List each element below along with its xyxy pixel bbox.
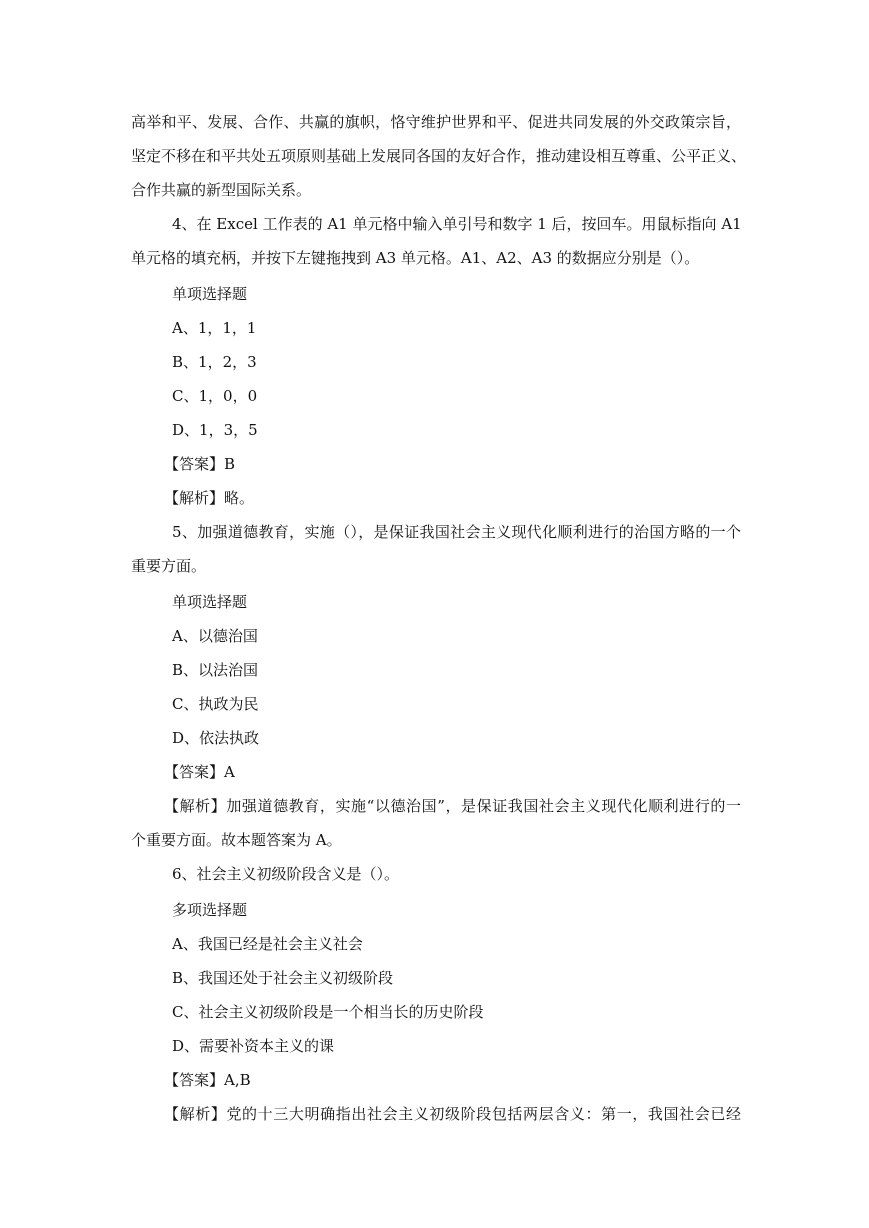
q5-stem-line-1: 5、加强道德教育，实施（），是保证我国社会主义现代化顺利进行的治国方略的一个 bbox=[172, 523, 741, 541]
q6-option-d: D、需要补资本主义的课 bbox=[172, 1037, 335, 1055]
q4-stem-line-1: 4、在 Excel 工作表的 A1 单元格中输入单引号和数字 1 后，按回车。用鼠标指向 A1 bbox=[172, 215, 742, 233]
q5-option-c: C、执政为民 bbox=[172, 695, 259, 713]
q5-option-d: D、依法执政 bbox=[172, 729, 260, 747]
q6-stem: 6、社会主义初级阶段含义是（）。 bbox=[172, 865, 400, 883]
q6-type: 多项选择题 bbox=[172, 901, 248, 919]
q4-stem-line-2: 单元格的填充柄，并按下左键拖拽到 A3 单元格。A1、A2、A3 的数据应分别是（）。 bbox=[131, 249, 700, 267]
q4-option-b: B、1，2，3 bbox=[172, 353, 257, 371]
q4-answer: 【答案】B bbox=[164, 455, 236, 473]
q6-answer: 【答案】A,B bbox=[164, 1071, 251, 1089]
q5-option-a: A、以德治国 bbox=[172, 627, 258, 645]
intro-line-1: 高举和平、发展、合作、共赢的旗帜，恪守维护世界和平、促进共同发展的外交政策宗旨， bbox=[131, 113, 741, 131]
q5-analysis-line-1: 【解析】加强道德教育，实施“以德治国”，是保证我国社会主义现代化顺利进行的一 bbox=[164, 797, 741, 815]
q5-answer: 【答案】A bbox=[164, 763, 235, 781]
q5-option-b: B、以法治国 bbox=[172, 661, 259, 679]
q4-option-c: C、1，0，0 bbox=[172, 387, 258, 405]
q4-type: 单项选择题 bbox=[172, 285, 248, 303]
q5-stem-line-2: 重要方面。 bbox=[131, 557, 207, 575]
q4-option-a: A、1，1，1 bbox=[172, 319, 257, 337]
q6-option-a: A、我国已经是社会主义社会 bbox=[172, 935, 363, 953]
q4-analysis: 【解析】略。 bbox=[164, 489, 255, 507]
q6-analysis-line-1: 【解析】党的十三大明确指出社会主义初级阶段包括两层含义：第一，我国社会已经 bbox=[164, 1105, 741, 1123]
q5-type: 单项选择题 bbox=[172, 593, 248, 611]
q4-option-d: D、1，3，5 bbox=[172, 421, 258, 439]
q5-analysis-line-2: 个重要方面。故本题答案为 A。 bbox=[131, 831, 342, 849]
intro-line-3: 合作共赢的新型国际关系。 bbox=[131, 181, 312, 199]
q6-option-c: C、社会主义初级阶段是一个相当长的历史阶段 bbox=[172, 1003, 484, 1021]
intro-line-2: 坚定不移在和平共处五项原则基础上发展同各国的友好合作，推动建设相互尊重、公平正义、 bbox=[131, 147, 747, 165]
q6-option-b: B、我国还处于社会主义初级阶段 bbox=[172, 969, 394, 987]
